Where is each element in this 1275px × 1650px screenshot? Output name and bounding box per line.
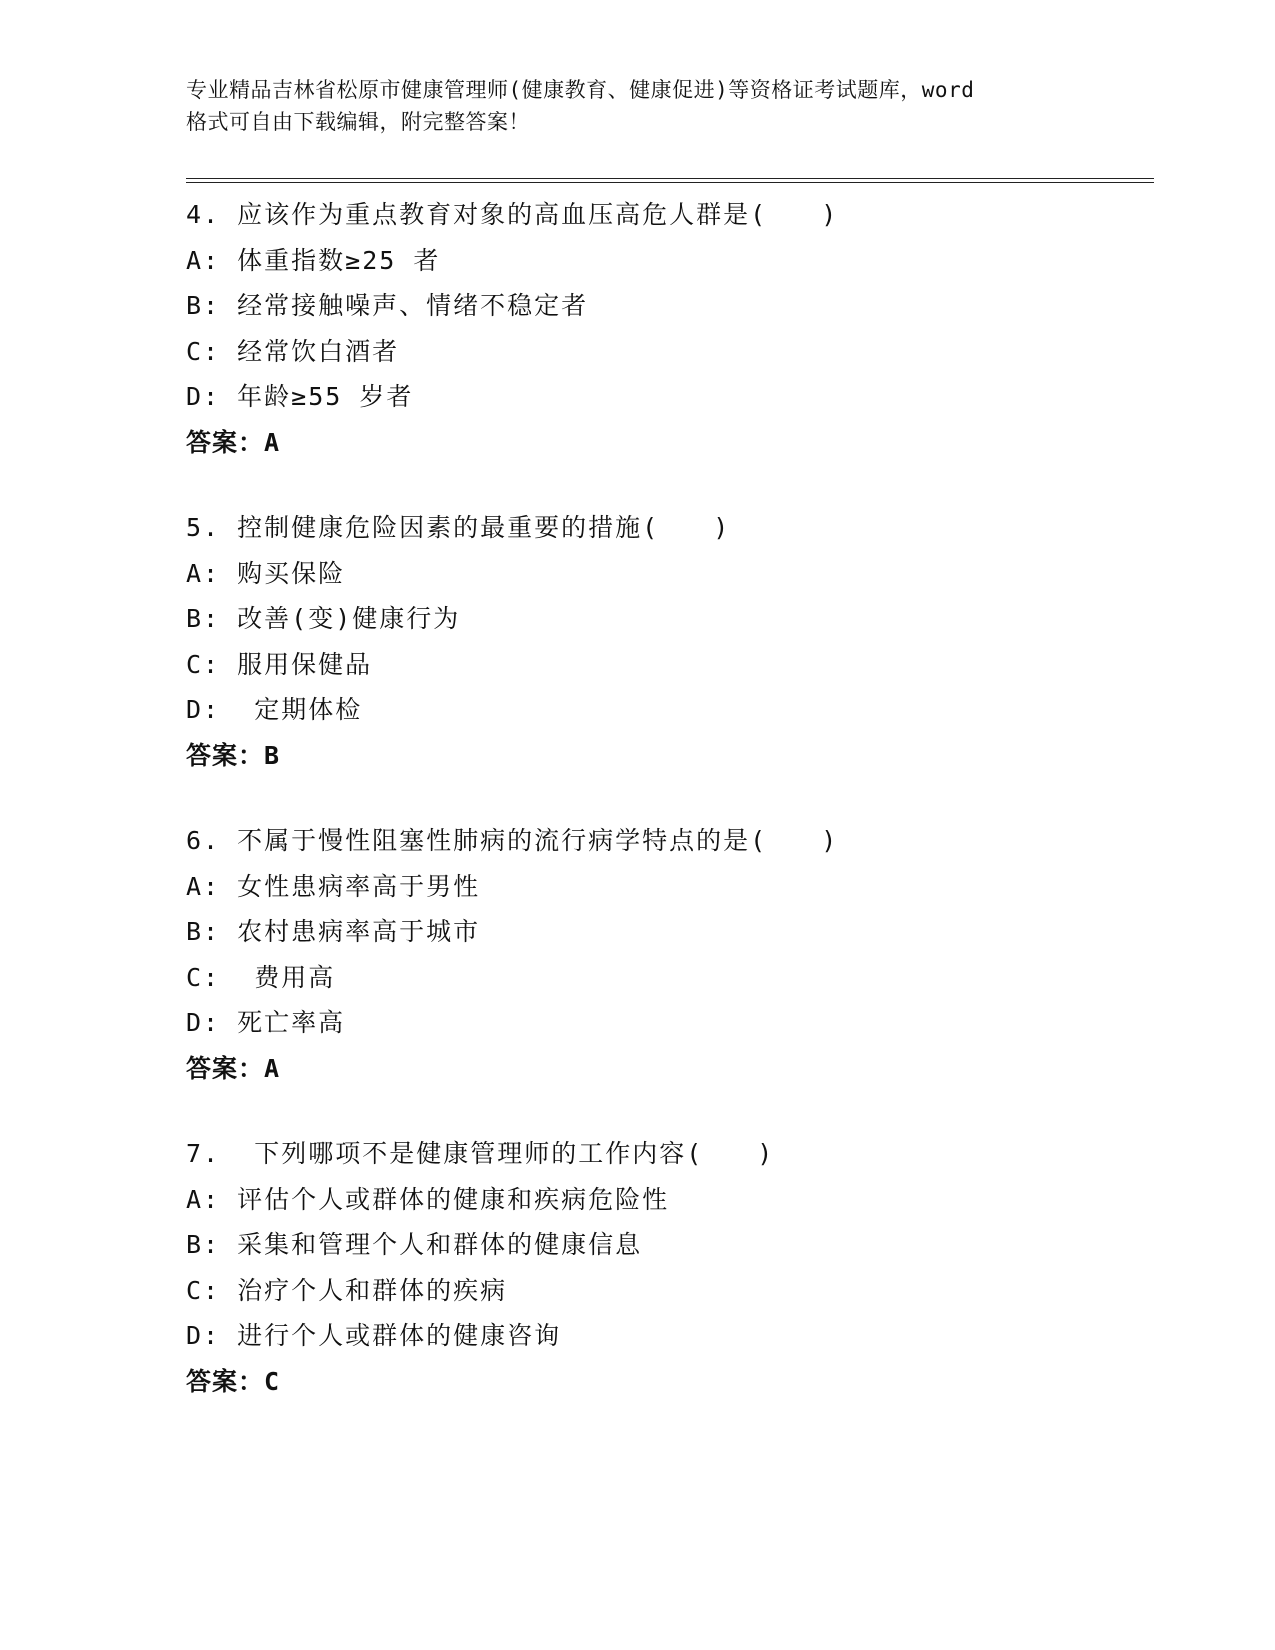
question-7 — [186, 1131, 1146, 1404]
answer-line: 答案：A — [186, 427, 281, 457]
answer-line: 答案：B — [186, 740, 281, 770]
option-d: D: 定期体检 — [186, 695, 363, 724]
question-stem: 6. 不属于慢性阻塞性肺病的流行病学特点的是( ) — [186, 826, 839, 855]
header-divider — [186, 178, 1154, 183]
option-a: A: 购买保险 — [186, 558, 346, 588]
question-stem: 7. 下列哪项不是健康管理师的工作内容( ) — [186, 1139, 775, 1168]
option-a: A: 评估个人或群体的健康和疾病危险性 — [186, 1184, 670, 1214]
question-6 — [186, 818, 1146, 1091]
option-b: B: 经常接触噪声、情绪不稳定者 — [186, 291, 589, 320]
header-line-2: 格式可自由下载编辑，附完整答案！ — [186, 110, 530, 134]
document-header — [186, 74, 1086, 138]
option-d: D: 年龄≥55 岁者 — [186, 382, 414, 411]
option-b: B: 改善(变)健康行为 — [186, 604, 461, 633]
option-c: C: 经常饮白酒者 — [186, 336, 400, 366]
question-stem: 4. 应该作为重点教育对象的高血压高危人群是( ) — [186, 200, 839, 229]
header-line-1: 专业精品吉林省松原市健康管理师(健康教育、健康促进)等资格证考试题库，word — [186, 78, 975, 102]
question-stem: 5. 控制健康危险因素的最重要的措施( ) — [186, 513, 731, 542]
option-d: D: 死亡率高 — [186, 1008, 346, 1037]
option-d: D: 进行个人或群体的健康咨询 — [186, 1321, 562, 1350]
answer-line: 答案：C — [186, 1366, 281, 1396]
option-c: C: 治疗个人和群体的疾病 — [186, 1275, 508, 1305]
option-c: C: 服用保健品 — [186, 649, 373, 679]
option-b: B: 采集和管理个人和群体的健康信息 — [186, 1230, 643, 1259]
answer-line: 答案：A — [186, 1053, 281, 1083]
option-b: B: 农村患病率高于城市 — [186, 917, 481, 946]
option-a: A: 体重指数≥25 者 — [186, 245, 441, 275]
question-list — [186, 192, 1146, 1444]
question-4 — [186, 192, 1146, 465]
question-5 — [186, 505, 1146, 778]
option-a: A: 女性患病率高于男性 — [186, 871, 481, 901]
option-c: C: 费用高 — [186, 962, 336, 992]
